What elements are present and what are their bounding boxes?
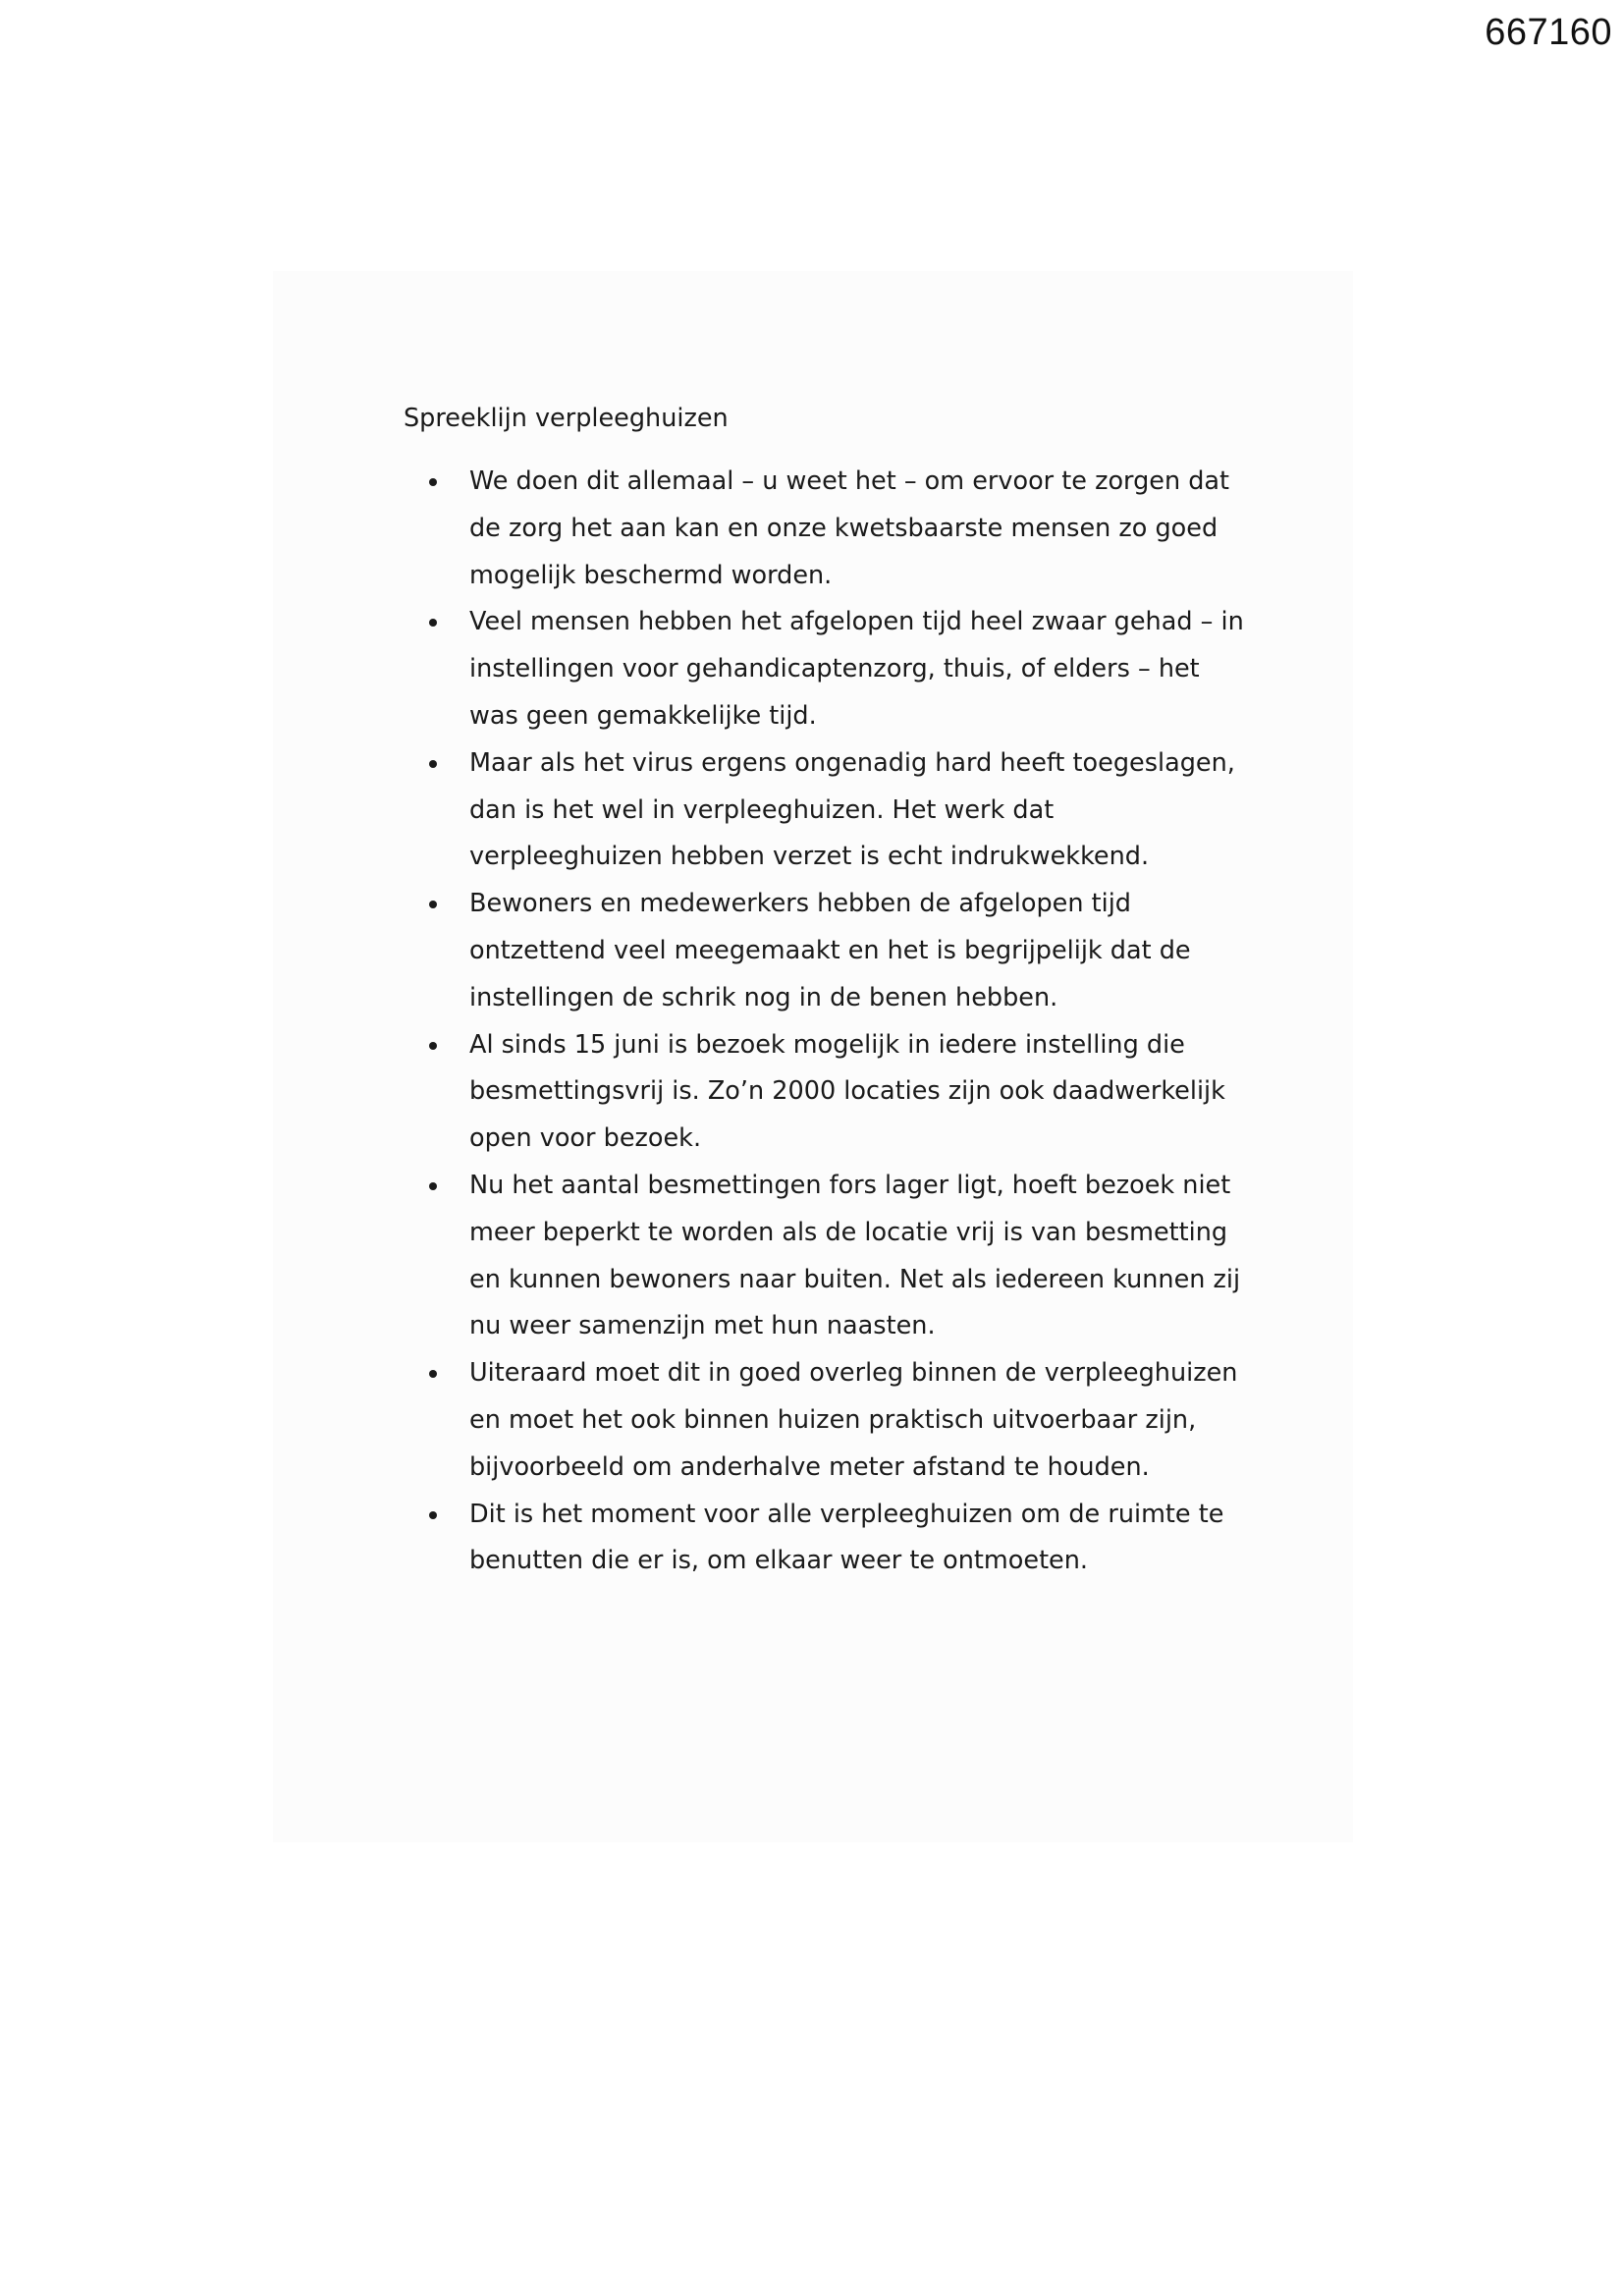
bullet-item: Bewoners en medewerkers hebben de afgelopen tijd ontzettend veel meegemaakt en het is begrijpelijk dat de instellingen de schrik nog in de benen hebben. [469, 881, 1248, 1021]
bullet-item: Maar als het virus ergens ongenadig hard heeft toegeslagen, dan is het wel in verpleeghuizen. Het werk dat verpleeghuizen hebben verzet is echt indrukwekkend. [469, 740, 1248, 881]
bullet-item: Veel mensen hebben het afgelopen tijd heel zwaar gehad – in instellingen voor gehandicaptenzorg, thuis, of elders – het was geen gemakkelijke tijd. [469, 599, 1248, 739]
document-body [404, 395, 1248, 1585]
bullet-item: Dit is het moment voor alle verpleeghuizen om de ruimte te benutten die er is, om elkaar weer te ontmoeten. [469, 1492, 1248, 1586]
document-title: Spreeklijn verpleeghuizen [404, 404, 729, 433]
document-number: 667160 [1485, 12, 1612, 53]
bullet-item: Al sinds 15 juni is bezoek mogelijk in iedere instelling die besmettingsvrij is. Zo’n 2000 locaties zijn ook daadwerkelijk open voor bezoek. [469, 1022, 1248, 1163]
bullet-item: We doen dit allemaal – u weet het – om ervoor te zorgen dat de zorg het aan kan en onze kwetsbaarste mensen zo goed mogelijk beschermd worden. [469, 459, 1248, 599]
bullet-item: Nu het aantal besmettingen fors lager ligt, hoeft bezoek niet meer beperkt te worden als de locatie vrij is van besmetting en kunnen bewoners naar buiten. Net als iedereen kunnen zij nu weer samenzijn met hun naasten. [469, 1163, 1248, 1350]
bullet-list [404, 459, 1248, 1585]
bullet-item: Uiteraard moet dit in goed overleg binnen de verpleeghuizen en moet het ook binnen huizen praktisch uitvoerbaar zijn, bijvoorbeeld om anderhalve meter afstand te houden. [469, 1350, 1248, 1491]
